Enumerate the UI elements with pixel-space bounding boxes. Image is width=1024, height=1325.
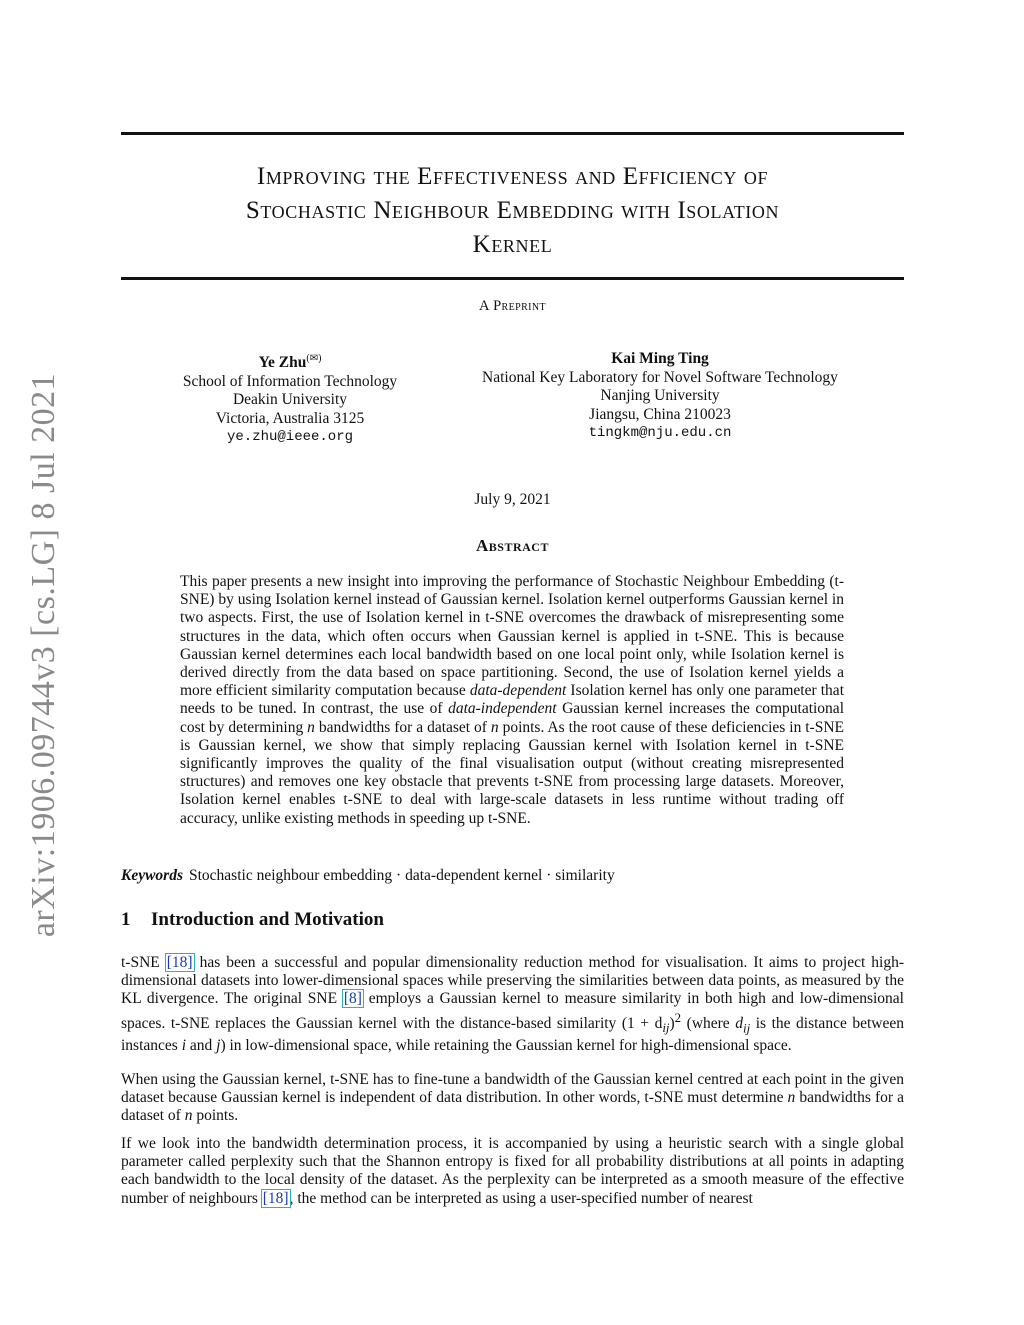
math-variable: i bbox=[181, 1037, 187, 1055]
paragraph-segment: ) in low-dimensional space, while retaining the Gaussian kernel for high-dimensional space. bbox=[220, 1037, 792, 1055]
keywords-line bbox=[121, 866, 904, 885]
author-block-2 bbox=[450, 350, 870, 443]
citation-link[interactable]: [18] bbox=[166, 954, 193, 971]
title-line-1: Improving the Effectiveness and Efficiency of bbox=[256, 163, 769, 190]
title-bottom-rule bbox=[121, 277, 904, 280]
similarity-formula bbox=[621, 1009, 682, 1035]
intro-paragraph-3 bbox=[121, 1135, 904, 1208]
abstract-segment: bandwidths for a dataset of bbox=[314, 718, 491, 736]
paragraph-segment: If we look into the bandwidth determination process, it is accompanied by using a heuristic search with a single global parameter called perplexity such that the Shannon entropy is fixed for all probability distributions at all points in adapting each bandwidth to the local density of the dataset. As the perplexity can be interpreted as a smooth measure of the effective number of neighbours bbox=[121, 1135, 904, 1207]
paragraph-segment: When using the Gaussian kernel, t-SNE has to fine-tune a bandwidth of the Gaussian kernel centred at each point in the given dataset because Gaussian kernel is independent of data distribution. In other words, t-SNE must determine bbox=[121, 1071, 904, 1107]
author-name: Kai Ming Ting bbox=[611, 350, 709, 367]
envelope-icon[interactable]: (✉) bbox=[306, 353, 322, 364]
author-institution: Deakin University bbox=[232, 391, 348, 409]
abstract-heading: Abstract bbox=[476, 536, 549, 555]
formula-open: (1 + d bbox=[621, 1014, 663, 1032]
author-block-1 bbox=[150, 350, 430, 447]
paragraph-segment: has been a successful and popular dimensionality reduction method for visualisation. It aims to project high-dimensional datasets into lower-dimensional spaces while preserving the similarities between data points, as measured by the KL divergence. The original SNE bbox=[121, 954, 904, 1008]
author-location: Victoria, Australia 3125 bbox=[215, 409, 365, 427]
paragraph-segment: (where bbox=[681, 1014, 736, 1032]
title-top-rule bbox=[121, 132, 904, 135]
section-number: 1 bbox=[121, 909, 131, 930]
paragraph-segment: points. bbox=[192, 1107, 239, 1125]
author-email[interactable]: tingkm@nju.edu.cn bbox=[588, 425, 732, 441]
formula-subscript: ij bbox=[662, 1019, 670, 1035]
section-heading bbox=[121, 909, 904, 931]
section-title: Introduction and Motivation bbox=[151, 909, 384, 930]
author-location: Jiangsu, China 210023 bbox=[589, 405, 731, 423]
keywords-text: Stochastic neighbour embedding · data-dependent kernel · similarity bbox=[189, 867, 615, 884]
author-name-text: Ye Zhu bbox=[258, 354, 307, 372]
math-subscript: ij bbox=[742, 1019, 751, 1035]
intro-paragraph-2 bbox=[121, 1071, 904, 1126]
abstract-segment: Gaussian kernel increases the computational cost by determining bbox=[180, 700, 844, 736]
keywords-label: Keywords bbox=[121, 867, 183, 884]
arxiv-sidebar-stamp: arXiv:1906.09744v3 [cs.LG] 8 Jul 2021 bbox=[25, 372, 62, 938]
paragraph-segment: t-SNE bbox=[121, 954, 166, 971]
math-variable: n bbox=[184, 1107, 193, 1125]
paragraph-segment: employs a Gaussian kernel to measure similarity in both high and low-dimensional spaces. t-SNE replaces the Gaussian kernel with the distance-based similarity bbox=[121, 990, 904, 1032]
paper-date: July 9, 2021 bbox=[474, 491, 551, 508]
paper-title bbox=[121, 160, 904, 262]
math-variable: n bbox=[787, 1089, 796, 1107]
abstract-text bbox=[180, 573, 844, 828]
paragraph-segment: , the method can be interpreted as using a user-specified number of nearest bbox=[289, 1189, 753, 1207]
author-affiliation: National Key Laboratory for Novel Software Technology bbox=[482, 368, 838, 386]
title-line-3: Kernel bbox=[472, 231, 553, 258]
abstract-emphasis: data-independent bbox=[448, 700, 557, 718]
math-variable: n bbox=[490, 718, 499, 736]
math-variable: j bbox=[216, 1037, 221, 1055]
preprint-label: A Preprint bbox=[478, 298, 547, 314]
paragraph-segment: is the distance between instances bbox=[121, 1014, 904, 1055]
abstract-emphasis: data-dependent bbox=[469, 682, 567, 700]
author-email[interactable]: ye.zhu@ieee.org bbox=[226, 429, 354, 446]
citation-link[interactable]: [8] bbox=[343, 990, 362, 1008]
author-institution: Nanjing University bbox=[600, 387, 720, 404]
citation-link[interactable]: [18] bbox=[262, 1189, 289, 1207]
paragraph-segment: bandwidths for a dataset of bbox=[121, 1089, 904, 1125]
paragraph-segment: and bbox=[186, 1037, 217, 1055]
formula-superscript: 2 bbox=[674, 1009, 682, 1025]
abstract-segment: Isolation kernel has only one parameter that needs to be tuned. In contrast, the use of bbox=[180, 682, 844, 718]
math-variable: d bbox=[735, 1014, 743, 1032]
intro-paragraph-1 bbox=[121, 954, 904, 1055]
abstract-segment: points. As the root cause of these deficiencies in t-SNE is Gaussian kernel, we show that simply replacing Gaussian kernel with Isolation kernel in t-SNE significantly improves the quality of the final visualisation output (without creating misrepresented structures) and removes one key obstacle that prevents t-SNE from processing large datasets. Moreover, Isolation kernel enables t-SNE to deal with large-scale datasets in less runtime without trading off accuracy, unlike existing methods in speeding up t-SNE. bbox=[180, 718, 844, 827]
formula-close: ) bbox=[669, 1014, 675, 1032]
math-variable: n bbox=[307, 718, 315, 736]
author-name bbox=[150, 350, 430, 373]
title-line-2: Stochastic Neighbour Embedding with Isolation bbox=[245, 197, 780, 224]
abstract-segment: This paper presents a new insight into improving the performance of Stochastic Neighbour Embedding (t-SNE) by using Isolation kernel instead of Gaussian kernel. Isolation kernel outperforms Gaussian kernel in two aspects. First, the use of Isolation kernel in t-SNE overcomes the drawback of misrepresenting some structures in the data, which often occurs when Gaussian kernel is applied in t-SNE. This is because Gaussian kernel determines each local bandwidth based on one local point only, while Isolation kernel is derived directly from the data based on space partitioning. Second, the use of Isolation kernel yields a more efficient similarity computation because bbox=[180, 573, 844, 700]
author-affiliation: School of Information Technology bbox=[182, 372, 398, 390]
